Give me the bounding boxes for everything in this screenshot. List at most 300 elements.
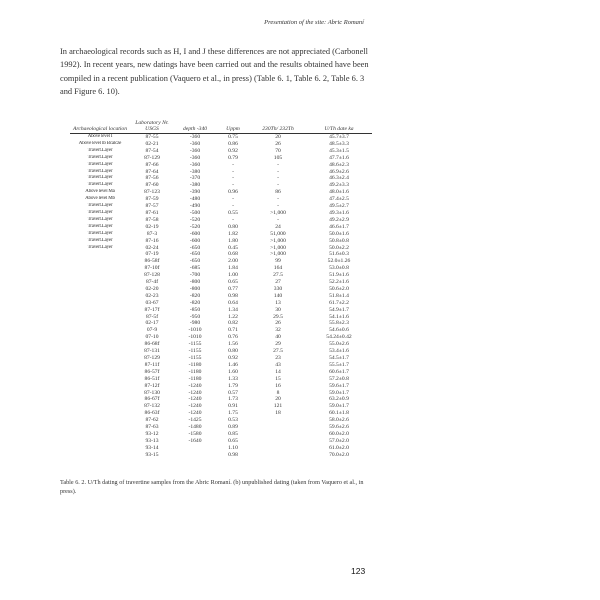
cell-udate: 47.7±1.6 (329, 154, 349, 161)
cell-uppm: 0.71 (228, 327, 238, 334)
cell-depth: -360 (189, 134, 201, 140)
cell-location (70, 279, 130, 286)
table-row (70, 334, 372, 341)
cell-udate: 55.0±2.6 (329, 341, 349, 348)
cell-uppm: 0.89 (228, 424, 238, 431)
cell-lab: 02-24 (145, 244, 159, 251)
cell-lab: 07-9 (146, 327, 158, 334)
cell-lab: 02-20 (145, 285, 159, 292)
cell-location (70, 334, 130, 341)
cell-lab: 87-4f (145, 279, 159, 286)
cell-location: Travert.Layer (87, 161, 113, 167)
cell-depth: -490 (189, 203, 201, 210)
cell-lab: 02-23 (145, 292, 159, 299)
cell-ratio: 26 (275, 320, 281, 327)
cell-udate: 63.2±0.9 (329, 396, 349, 403)
cell-lab: 86-68f (144, 341, 160, 348)
cell-ratio: 32 (275, 327, 281, 334)
table-row (70, 224, 372, 231)
cell-uppm: - (232, 182, 234, 189)
cell-location (70, 369, 130, 376)
cell-udate: 55.8±2.3 (329, 320, 349, 327)
cell-depth: -370 (189, 175, 201, 182)
cell-lab: 93-13 (145, 437, 159, 444)
cell-depth: -1155 (188, 348, 202, 355)
cell-location: Travert.Layer (87, 175, 113, 181)
cell-uppm: 0.76 (228, 334, 238, 341)
cell-location (70, 376, 130, 383)
cell-ratio: 16 (275, 382, 281, 389)
cell-udate: 49.3±1.6 (329, 209, 349, 216)
cell-uppm: 0.96 (228, 189, 238, 196)
cell-ratio: 40 (275, 334, 281, 341)
cell-ratio: >1,000 (270, 209, 286, 216)
cell-udate: 52.2±1.6 (329, 279, 349, 286)
cell-depth: -1180 (188, 361, 202, 368)
table-row (70, 162, 372, 169)
table-row (70, 210, 372, 217)
table-row (70, 169, 372, 176)
cell-depth: -360 (189, 140, 201, 147)
cell-location: Travert.Layer (87, 147, 113, 153)
cell-location: Travert.Layer (87, 182, 113, 188)
cell-location (70, 445, 130, 452)
cell-ratio: 27.5 (273, 348, 283, 355)
table-row (70, 251, 372, 258)
cell-lab: 87-62 (145, 417, 159, 424)
cell-lab: 87-63 (145, 424, 159, 431)
cell-ratio (250, 445, 306, 452)
cell-udate: 50.0±1.6 (329, 230, 349, 237)
table-row (70, 452, 372, 459)
cell-uppm: 0.65 (228, 437, 238, 444)
cell-uppm: 1.84 (228, 265, 238, 272)
cell-uppm: - (232, 216, 234, 223)
cell-ratio: >1,000 (270, 237, 286, 244)
cell-depth: -500 (189, 209, 201, 216)
cell-lab: 03-67 (145, 299, 159, 306)
cell-uppm: 1.33 (228, 375, 238, 382)
table-row (70, 431, 372, 438)
cell-uppm: 0.64 (228, 299, 238, 306)
cell-depth: -1640 (188, 437, 202, 444)
cell-depth: -390 (189, 189, 201, 196)
cell-depth: -1240 (188, 410, 202, 417)
cell-depth: -700 (189, 272, 201, 279)
cell-lab: 87-64 (145, 168, 159, 175)
table-row (70, 376, 372, 383)
cell-uppm: 0.98 (228, 451, 238, 458)
cell-depth (174, 445, 216, 452)
cell-ratio: 99 (275, 258, 281, 265)
cell-lab: 87-11f (144, 361, 160, 368)
cell-location: Above level I (87, 134, 113, 139)
table-row (70, 403, 372, 410)
cell-udate: 60.0±2.0 (329, 430, 349, 437)
cell-depth: -1010 (188, 327, 202, 334)
table-row (70, 348, 372, 355)
table-row (70, 141, 372, 148)
cell-depth: -1580 (188, 430, 202, 437)
cell-location: Travert.Layer (87, 237, 113, 243)
cell-location: Above level Ma (85, 189, 115, 195)
cell-uppm: 2.00 (228, 258, 238, 265)
cell-location (70, 424, 130, 431)
page-number: 123 (351, 566, 366, 576)
cell-lab: 87-12f (144, 382, 160, 389)
cell-lab: 87-3 (146, 230, 158, 237)
cell-uppm: 1.79 (228, 382, 238, 389)
cell-depth: -360 (189, 147, 201, 154)
cell-uppm: 1.34 (228, 306, 238, 313)
cell-uppm: 0.92 (228, 147, 238, 154)
cell-location (70, 320, 130, 327)
cell-ratio: 86 (275, 189, 281, 196)
cell-uppm: 1.10 (228, 444, 238, 451)
cell-location: Above level Ib Bcalcze (78, 140, 122, 146)
cell-ratio: 23 (275, 355, 281, 361)
cell-lab: 93-15 (145, 451, 159, 458)
cell-ratio: 27.5 (273, 272, 283, 279)
cell-ratio: 164 (273, 265, 283, 272)
cell-lab: 87-16 (145, 237, 159, 244)
cell-udate: 57.2±0.8 (329, 375, 349, 382)
cell-ratio: 140 (273, 292, 283, 299)
cell-location (70, 265, 130, 272)
cell-depth: -1010 (188, 334, 202, 341)
cell-depth: -600 (189, 230, 201, 237)
cell-udate: 51.6±0.3 (329, 251, 349, 258)
table-row (70, 383, 372, 390)
cell-uppm: - (232, 161, 234, 168)
dating-table-container (70, 120, 372, 459)
cell-ratio: 14 (275, 368, 281, 375)
cell-depth: -1480 (188, 424, 202, 431)
cell-udate: 49.2±2.9 (329, 216, 349, 223)
cell-location (70, 417, 130, 424)
cell-ratio: 121 (273, 403, 283, 410)
table-row (70, 314, 372, 321)
cell-ratio: 13 (275, 299, 281, 306)
cell-uppm: - (232, 203, 234, 210)
cell-udate: 57.0±2.0 (329, 437, 349, 444)
cell-location: Travert.Layer (87, 203, 113, 209)
cell-udate: 49.2±3.3 (329, 182, 349, 189)
cell-lab: 02-21 (145, 140, 159, 147)
table-row (70, 245, 372, 252)
cell-lab: 93-14 (145, 444, 159, 451)
cell-location: Travert.Layer (87, 223, 113, 229)
cell-uppm: 0.91 (228, 403, 238, 410)
cell-depth: -1240 (188, 403, 202, 410)
table-row (70, 369, 372, 376)
cell-udate: 61.7±2.2 (329, 299, 349, 306)
cell-ratio: 30 (275, 306, 281, 313)
table-header-row (70, 120, 372, 134)
header-lab: Laboratory Nr. USGS (135, 120, 169, 132)
cell-lab: 87-129 (144, 355, 160, 361)
cell-uppm: - (232, 196, 234, 203)
cell-uppm: - (232, 175, 234, 182)
cell-uppm: 0.85 (228, 430, 238, 437)
cell-lab: 87-130 (144, 389, 160, 396)
cell-ratio: >1,000 (270, 251, 286, 258)
cell-udate: 46.3±2.4 (329, 175, 349, 182)
cell-ratio: 20 (275, 134, 281, 140)
cell-depth: -1425 (188, 417, 202, 424)
cell-location: Above level Mb (85, 196, 115, 202)
cell-ratio (250, 452, 306, 459)
cell-ratio: 20 (275, 396, 281, 403)
table-body (70, 134, 372, 459)
cell-depth: -1180 (188, 368, 202, 375)
table-row (70, 217, 372, 224)
cell-uppm: 1.00 (228, 272, 238, 279)
cell-location (70, 452, 130, 459)
cell-location (70, 383, 130, 390)
cell-udate: 55.5±1.7 (329, 361, 349, 368)
cell-uppm: 0.86 (228, 140, 238, 147)
header-uppm: Uppm (226, 126, 240, 132)
cell-udate: 60.6±1.7 (329, 368, 349, 375)
cell-location (70, 431, 130, 438)
cell-location (70, 390, 130, 397)
cell-depth: -360 (189, 154, 201, 161)
cell-location: Travert.Layer (87, 209, 113, 215)
table-row (70, 196, 372, 203)
cell-uppm: 0.68 (228, 251, 238, 258)
cell-location (70, 251, 130, 258)
cell-lab: 86-58f (144, 258, 160, 265)
table-row (70, 390, 372, 397)
cell-udate: 54.9±1.7 (329, 306, 349, 313)
cell-location (70, 348, 130, 355)
cell-depth: -1240 (188, 382, 202, 389)
table-row (70, 279, 372, 286)
cell-depth: -1240 (188, 396, 202, 403)
cell-lab: 02-17 (145, 320, 159, 327)
cell-location (70, 272, 130, 279)
cell-ratio: 15 (275, 375, 281, 382)
cell-uppm: 0.55 (228, 209, 238, 216)
cell-location: Travert.Layer (87, 230, 113, 236)
cell-depth: -380 (189, 182, 201, 189)
cell-uppm: 0.79 (228, 154, 238, 161)
body-paragraph: In archaeological records such as H, I and J these differences are not appreciated (Carbonell 1992). In recent years, new datings have been carried out and the results obtained have been compiled in a recent publication (Vaquero et al., in press) (Table 6. 1, Table 6. 2, Table 6. 3 and Figure 6. 10). (60, 47, 369, 97)
table-row (70, 396, 372, 403)
cell-location (70, 341, 130, 348)
cell-udate: 47.4±2.5 (329, 196, 349, 203)
cell-depth: -1155 (188, 355, 202, 361)
cell-uppm: 1.73 (228, 396, 238, 403)
cell-depth: -380 (189, 168, 201, 175)
cell-udate: 48.5±3.3 (329, 140, 349, 147)
cell-lab: 86-57f (144, 368, 160, 375)
header-location: Archaeological location (72, 126, 127, 132)
cell-udate: 45.3±1.5 (329, 147, 349, 154)
cell-location (70, 300, 130, 307)
cell-lab: 87-17f (144, 306, 160, 313)
cell-udate: 49.5±2.7 (329, 203, 349, 210)
table-row (70, 307, 372, 314)
header-depth: depth -340 (182, 126, 208, 132)
table-row (70, 438, 372, 445)
cell-lab: 02-19 (145, 223, 159, 230)
cell-ratio (250, 431, 306, 438)
cell-ratio: - (277, 203, 279, 210)
cell-location: Travert.Layer (87, 168, 113, 174)
cell-udate: 46.9±2.6 (329, 168, 349, 175)
cell-udate: 59.6±2.6 (329, 424, 349, 431)
table-row (70, 355, 372, 362)
cell-depth: -800 (189, 279, 201, 286)
cell-uppm: 0.92 (228, 355, 238, 361)
cell-udate: 53.0±0.8 (329, 265, 349, 272)
cell-udate: 61.0±2.0 (329, 444, 349, 451)
cell-udate: 51.9±1.6 (329, 272, 349, 279)
cell-udate: 60.1±1.8 (329, 410, 349, 417)
cell-lab: 87-128 (144, 272, 160, 279)
cell-lab: 87-57 (145, 203, 159, 210)
cell-depth: -685 (189, 265, 201, 272)
cell-lab: 87-5f (145, 313, 159, 320)
cell-ratio: 29 (275, 341, 281, 348)
cell-depth: -1240 (188, 389, 202, 396)
cell-uppm: 0.57 (228, 389, 238, 396)
cell-lab: 87-54 (145, 147, 159, 154)
table-caption: Table 6. 2. U/Th dating of travertine samples from the Abric Romaní. (b) unpublished dating (taken from Vaquero et al., in press). (60, 479, 364, 495)
table-row (70, 134, 372, 141)
cell-lab: 87-55 (145, 134, 159, 140)
cell-ratio: 24 (275, 223, 281, 230)
cell-lab: 87-60 (145, 182, 159, 189)
dating-table (70, 120, 372, 459)
cell-depth: -820 (189, 292, 201, 299)
cell-ratio: 27 (275, 279, 281, 286)
table-row (70, 203, 372, 210)
cell-depth: -520 (189, 223, 201, 230)
cell-lab: 87-131 (144, 348, 160, 355)
cell-ratio (250, 424, 306, 431)
cell-location: Travert.Layer (87, 216, 113, 222)
cell-lab: 87-10f (144, 265, 160, 272)
cell-lab: 86-67f (144, 396, 160, 403)
header-udate: U/Th date ka (324, 126, 354, 132)
cell-location: Travert.Layer (87, 154, 113, 160)
table-row (70, 258, 372, 265)
table-row (70, 327, 372, 334)
cell-udate: 50.0±2.2 (329, 244, 349, 251)
running-head: Presentation of the site: Abric Romaní (264, 19, 364, 26)
cell-ratio: - (277, 168, 279, 175)
cell-udate: 50.8±0.8 (329, 237, 349, 244)
cell-udate: 54.6±0.6 (329, 327, 349, 334)
cell-ratio: - (277, 216, 279, 223)
cell-lab: 86-63f (144, 410, 160, 417)
cell-uppm: 0.77 (228, 285, 238, 292)
cell-udate: 70.0±2.0 (329, 451, 349, 458)
table-row (70, 341, 372, 348)
cell-uppm: 0.80 (228, 348, 238, 355)
cell-udate: 45.7±3.7 (329, 134, 349, 140)
cell-depth: -520 (189, 216, 201, 223)
cell-udate: 46.6±1.7 (329, 223, 349, 230)
table-row (70, 231, 372, 238)
table-row (70, 238, 372, 245)
cell-depth: -600 (189, 237, 201, 244)
cell-location (70, 307, 130, 314)
header-ratio: 230Th/ 232Th (262, 126, 294, 132)
table-row (70, 300, 372, 307)
cell-ratio: 51,000 (270, 230, 286, 237)
cell-lab: 87-66 (145, 161, 159, 168)
cell-depth: -360 (189, 161, 201, 168)
cell-ratio (250, 438, 306, 445)
cell-lab: 87-123 (144, 189, 160, 196)
cell-uppm: 1.75 (228, 410, 238, 417)
cell-location (70, 286, 130, 293)
cell-location (70, 396, 130, 403)
cell-depth: -1180 (188, 375, 202, 382)
cell-ratio: 26 (275, 140, 281, 147)
table-row (70, 445, 372, 452)
cell-uppm: - (232, 168, 234, 175)
cell-location (70, 258, 130, 265)
cell-location (70, 355, 130, 362)
cell-location (70, 293, 130, 300)
cell-location (70, 362, 130, 369)
table-row (70, 286, 372, 293)
cell-uppm: 1.80 (228, 237, 238, 244)
cell-depth: -850 (189, 306, 201, 313)
cell-lab: 86-51f (144, 375, 160, 382)
cell-uppm: 0.98 (228, 292, 238, 299)
cell-udate: 53.4±1.6 (329, 348, 349, 355)
cell-ratio: 18 (275, 410, 281, 417)
cell-ratio: - (277, 196, 279, 203)
cell-udate: 59.0±1.7 (329, 403, 349, 410)
table-row (70, 410, 372, 417)
cell-udate: 58.0±2.6 (329, 417, 349, 424)
cell-ratio: - (277, 182, 279, 189)
cell-ratio (250, 417, 306, 424)
cell-depth: -650 (189, 258, 201, 265)
cell-depth (174, 452, 216, 459)
cell-uppm: 0.53 (228, 417, 238, 424)
cell-ratio: - (277, 175, 279, 182)
cell-depth: -480 (189, 196, 201, 203)
cell-udate: 54.24±0.42 (326, 334, 352, 341)
cell-udate: 52.0±1.26 (327, 258, 351, 265)
cell-lab: 87-59 (145, 196, 159, 203)
cell-ratio: - (277, 161, 279, 168)
cell-uppm: 0.75 (228, 134, 238, 140)
table-row (70, 148, 372, 155)
cell-ratio: 330 (273, 285, 283, 292)
cell-udate: 51.8±1.4 (329, 292, 349, 299)
cell-udate: 48.0±1.6 (329, 189, 349, 196)
cell-ratio: 8 (276, 389, 280, 396)
table-row (70, 155, 372, 162)
table-row (70, 417, 372, 424)
cell-lab: 07-19 (145, 251, 159, 258)
cell-uppm: 0.82 (228, 320, 238, 327)
cell-ratio: 29.5 (273, 313, 283, 320)
cell-uppm: 1.60 (228, 368, 238, 375)
cell-uppm: 0.45 (228, 244, 238, 251)
cell-udate: 48.6±2.3 (329, 161, 349, 168)
cell-ratio: 43 (275, 361, 281, 368)
